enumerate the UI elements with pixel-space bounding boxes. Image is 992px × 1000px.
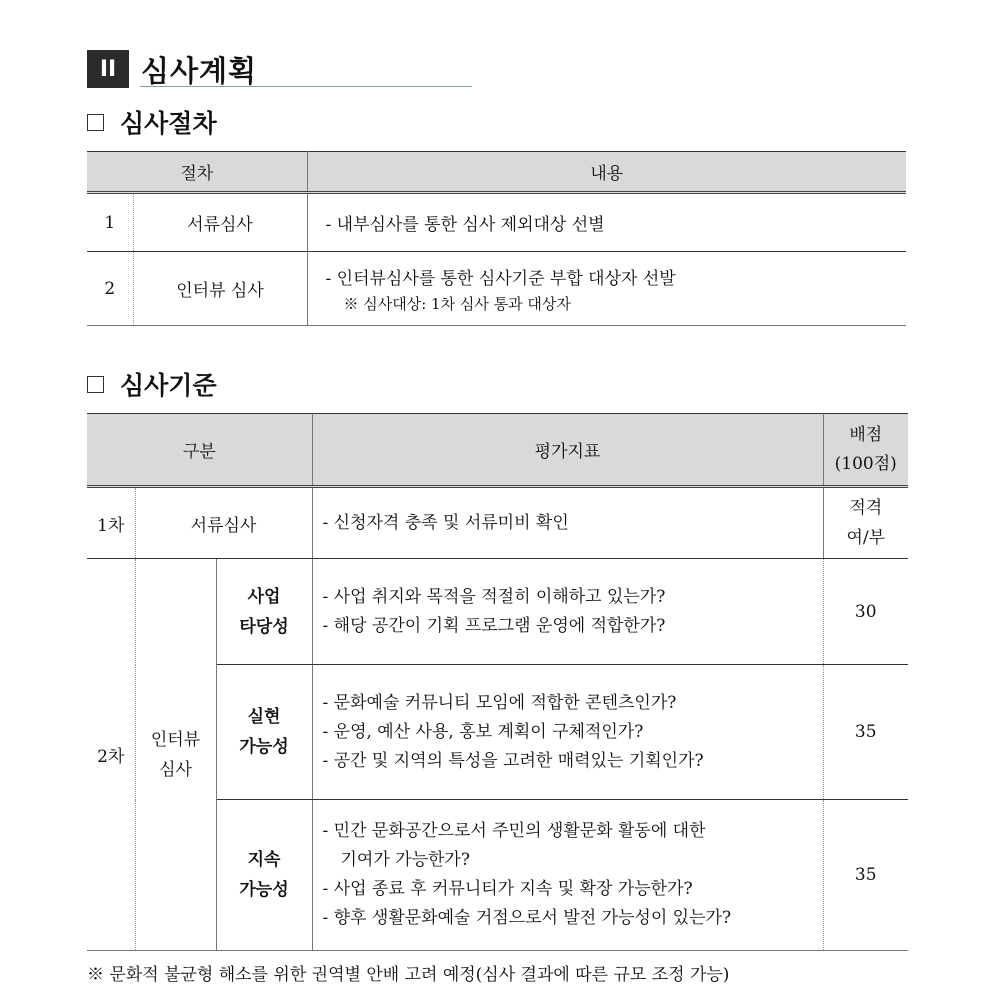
procedure-content: - 인터뷰심사를 통한 심사기준 부합 대상자 선발: [325, 268, 676, 289]
subcategory-line1: 실현: [247, 707, 281, 727]
criteria-item: - 문화예술 커뮤니티 모임에 적합한 콘텐츠인가?: [322, 692, 677, 713]
category-cell: 서류심사: [135, 487, 312, 559]
criteria-item: - 해당 공간이 기획 프로그램 운영에 적합한가?: [322, 615, 666, 636]
procedure-content-cell: [307, 252, 906, 326]
subcategory-line2: 가능성: [239, 737, 289, 757]
procedure-table: [87, 151, 906, 326]
criteria-col-indicator: 평가지표: [312, 414, 823, 487]
criteria-item: - 사업 취지와 목적을 적절히 이해하고 있는가?: [322, 586, 666, 607]
table-row: [87, 252, 906, 326]
roman-numeral-badge: II: [87, 50, 129, 88]
subcategory-line2: 타당성: [239, 616, 289, 637]
subcategory-cell: [216, 559, 312, 665]
procedure-header-row: [87, 152, 906, 193]
score-header-line2: (100점): [834, 453, 897, 474]
score-cell: 35: [823, 800, 908, 951]
table-row: [87, 193, 906, 252]
criteria-col-score: [823, 414, 908, 487]
checkbox-square-icon: [87, 376, 104, 393]
criteria-table: [87, 413, 908, 951]
procedure-step: 서류심사: [133, 193, 307, 252]
main-heading: [87, 48, 257, 90]
criteria-cell: [312, 665, 823, 800]
category-line2: 심사: [159, 759, 192, 780]
page-title: 심사계획: [141, 53, 258, 88]
score-cell: [823, 487, 908, 559]
score-cell: 30: [823, 559, 908, 665]
category-cell: [135, 559, 216, 951]
procedure-content: - 내부심사를 통한 심사 제외대상 선별: [307, 193, 906, 252]
criteria-item: - 운영, 예산 사용, 홍보 계획이 구체적인가?: [322, 721, 644, 742]
subcategory-cell: [216, 665, 312, 800]
score-line1: 적격: [849, 498, 883, 518]
score-cell: 35: [823, 665, 908, 800]
procedure-num: 1: [87, 193, 133, 252]
criteria-item: - 공간 및 지역의 특성을 고려한 매력있는 기획인가?: [322, 750, 704, 771]
criteria-header-row: [87, 414, 908, 487]
procedure-num: 2: [87, 252, 133, 326]
criteria-cell: - 신청자격 충족 및 서류미비 확인: [312, 487, 823, 559]
table-row: [87, 487, 908, 559]
criteria-item: - 향후 생활문화예술 거점으로서 발전 가능성이 있는가?: [322, 908, 732, 928]
criteria-cell: [312, 800, 823, 951]
score-header-line1: 배점: [849, 424, 883, 445]
footer-note: ※ 문화적 불균형 해소를 위한 권역별 안배 고려 예정(심사 결과에 따른 규모 조정 가능): [87, 965, 730, 985]
checkbox-square-icon: [87, 114, 104, 131]
procedure-col-step: 절차: [87, 152, 307, 193]
section-title-procedure-text: 심사절차: [120, 109, 217, 138]
subcategory-line1: 지속: [247, 850, 281, 870]
procedure-note: ※ 심사대상: 1차 심사 통과 대상자: [343, 294, 571, 313]
table-row: [87, 559, 908, 665]
criteria-item: - 민간 문화공간으로서 주민의 생활문화 활동에 대한: [322, 821, 706, 841]
section-title-criteria: [87, 366, 217, 402]
score-line2: 여/부: [846, 528, 886, 548]
round-cell: 2차: [87, 559, 135, 951]
criteria-cell: [312, 559, 823, 665]
subcategory-cell: [216, 800, 312, 951]
round-cell: 1차: [87, 487, 135, 559]
title-underline: [140, 86, 472, 87]
procedure-step: 인터뷰 심사: [133, 252, 307, 326]
criteria-item: - 사업 종료 후 커뮤니티가 지속 및 확장 가능한가?: [322, 879, 693, 899]
subcategory-line1: 사업: [247, 586, 281, 607]
category-line1: 인터뷰: [150, 729, 201, 750]
section-title-procedure: [87, 104, 217, 140]
criteria-col-category: 구분: [87, 414, 312, 487]
procedure-col-content: 내용: [307, 152, 906, 193]
subcategory-line2: 가능성: [239, 880, 289, 900]
criteria-item-continuation: 기여가 가능한가?: [340, 850, 470, 870]
section-title-criteria-text: 심사기준: [120, 371, 217, 400]
